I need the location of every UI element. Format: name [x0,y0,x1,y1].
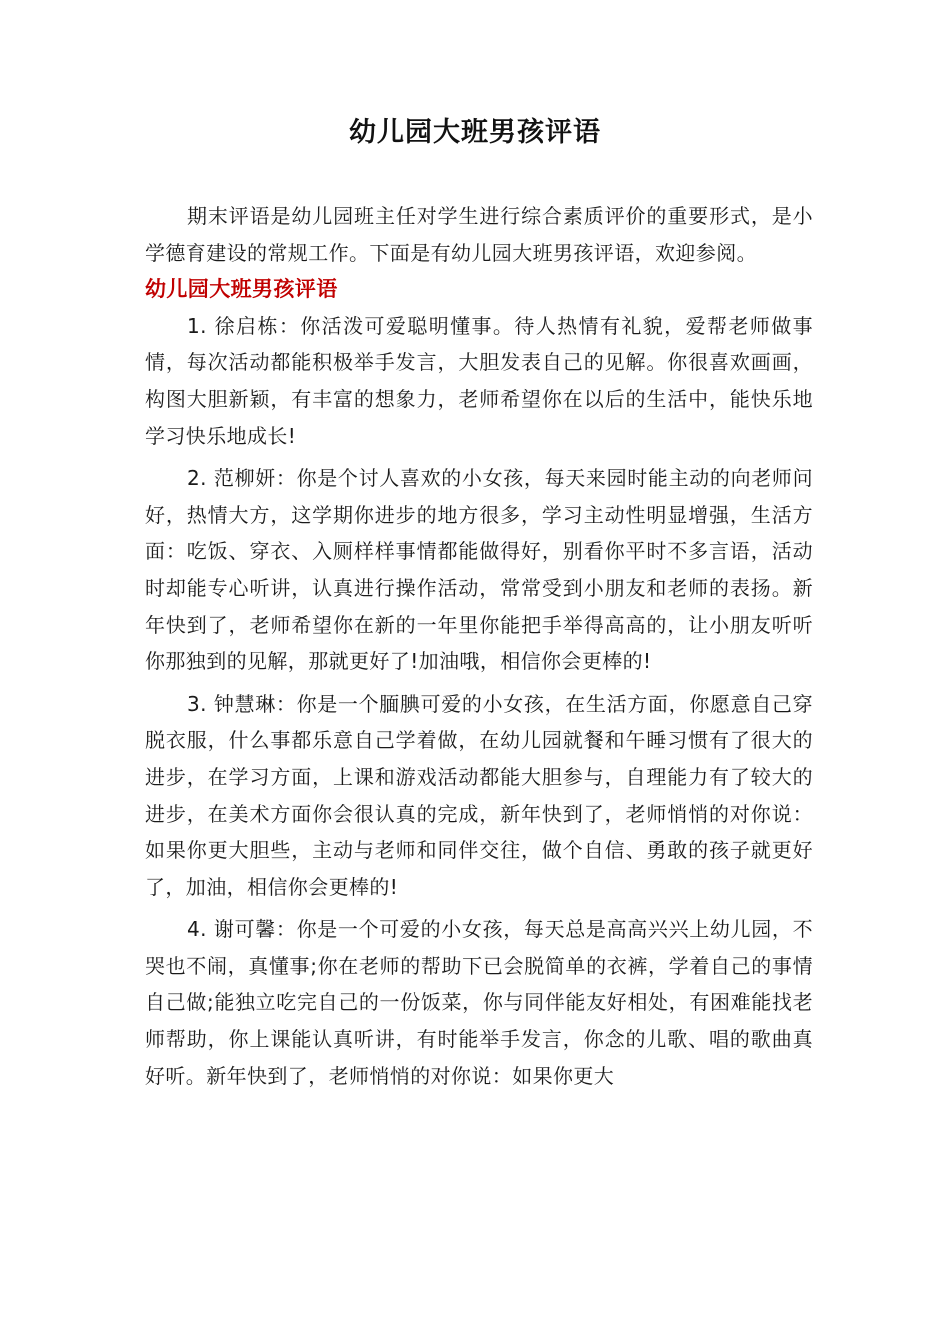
page-title: 幼儿园大班男孩评语 [349,117,601,148]
comment-item: 4. 谢可馨：你是一个可爱的小女孩，每天总是高高兴兴上幼儿园，不哭也不闹，真懂事;你在老师的帮助下已会脱简单的衣裤，学着自己的事情自己做;能独立吃完自己的一份饭菜，你与同伴能友好相处，有困难能找老师帮助，你上课能认真听讲，有时能举手发言，你念的儿歌、唱的歌曲真好听。新年快到了，老师悄悄的对你说：如果你更大 [145,917,813,1088]
intro-paragraph: 期末评语是幼儿园班主任对学生进行综合素质评价的重要形式，是小学德育建设的常规工作。下面是有幼儿园大班男孩评语，欢迎参阅。 [145,204,813,265]
comment-item: 3. 钟慧琳：你是一个腼腆可爱的小女孩，在生活方面，你愿意自己穿脱衣服，什么事都乐意自己学着做，在幼儿园就餐和午睡习惯有了很大的进步，在学习方面，上课和游戏活动都能大胆参与，自理能力有了较大的进步，在美术方面你会很认真的完成，新年快到了，老师悄悄的对你说：如果你更大胆些，主动与老师和同伴交往，做个自信、勇敢的孩子就更好了，加油，相信你会更棒的! [145,691,813,899]
section-heading: 幼儿园大班男孩评语 [145,277,338,302]
document-body [145,198,813,1100]
comment-item: 1. 徐启栋：你活泼可爱聪明懂事。待人热情有礼貌，爱帮老师做事情，每次活动都能积极举手发言，大胆发表自己的见解。你很喜欢画画，构图大胆新颖，有丰富的想象力，老师希望你在以后的生活中，能快乐地学习快乐地成长! [145,313,813,448]
comment-item: 2. 范柳妍：你是个讨人喜欢的小女孩，每天来园时能主动的向老师问好，热情大方，这学期你进步的地方很多，学习主动性明显增强，生活方面：吃饭、穿衣、入厕样样事情都能做得好，别看你平时不多言语，活动时却能专心听讲，认真进行操作活动，常常受到小朋友和老师的表扬。新年快到了，老师希望你在新的一年里你能把手举得高高的，让小朋友听听你那独到的见解，那就更好了!加油哦，相信你会更棒的! [145,466,813,674]
